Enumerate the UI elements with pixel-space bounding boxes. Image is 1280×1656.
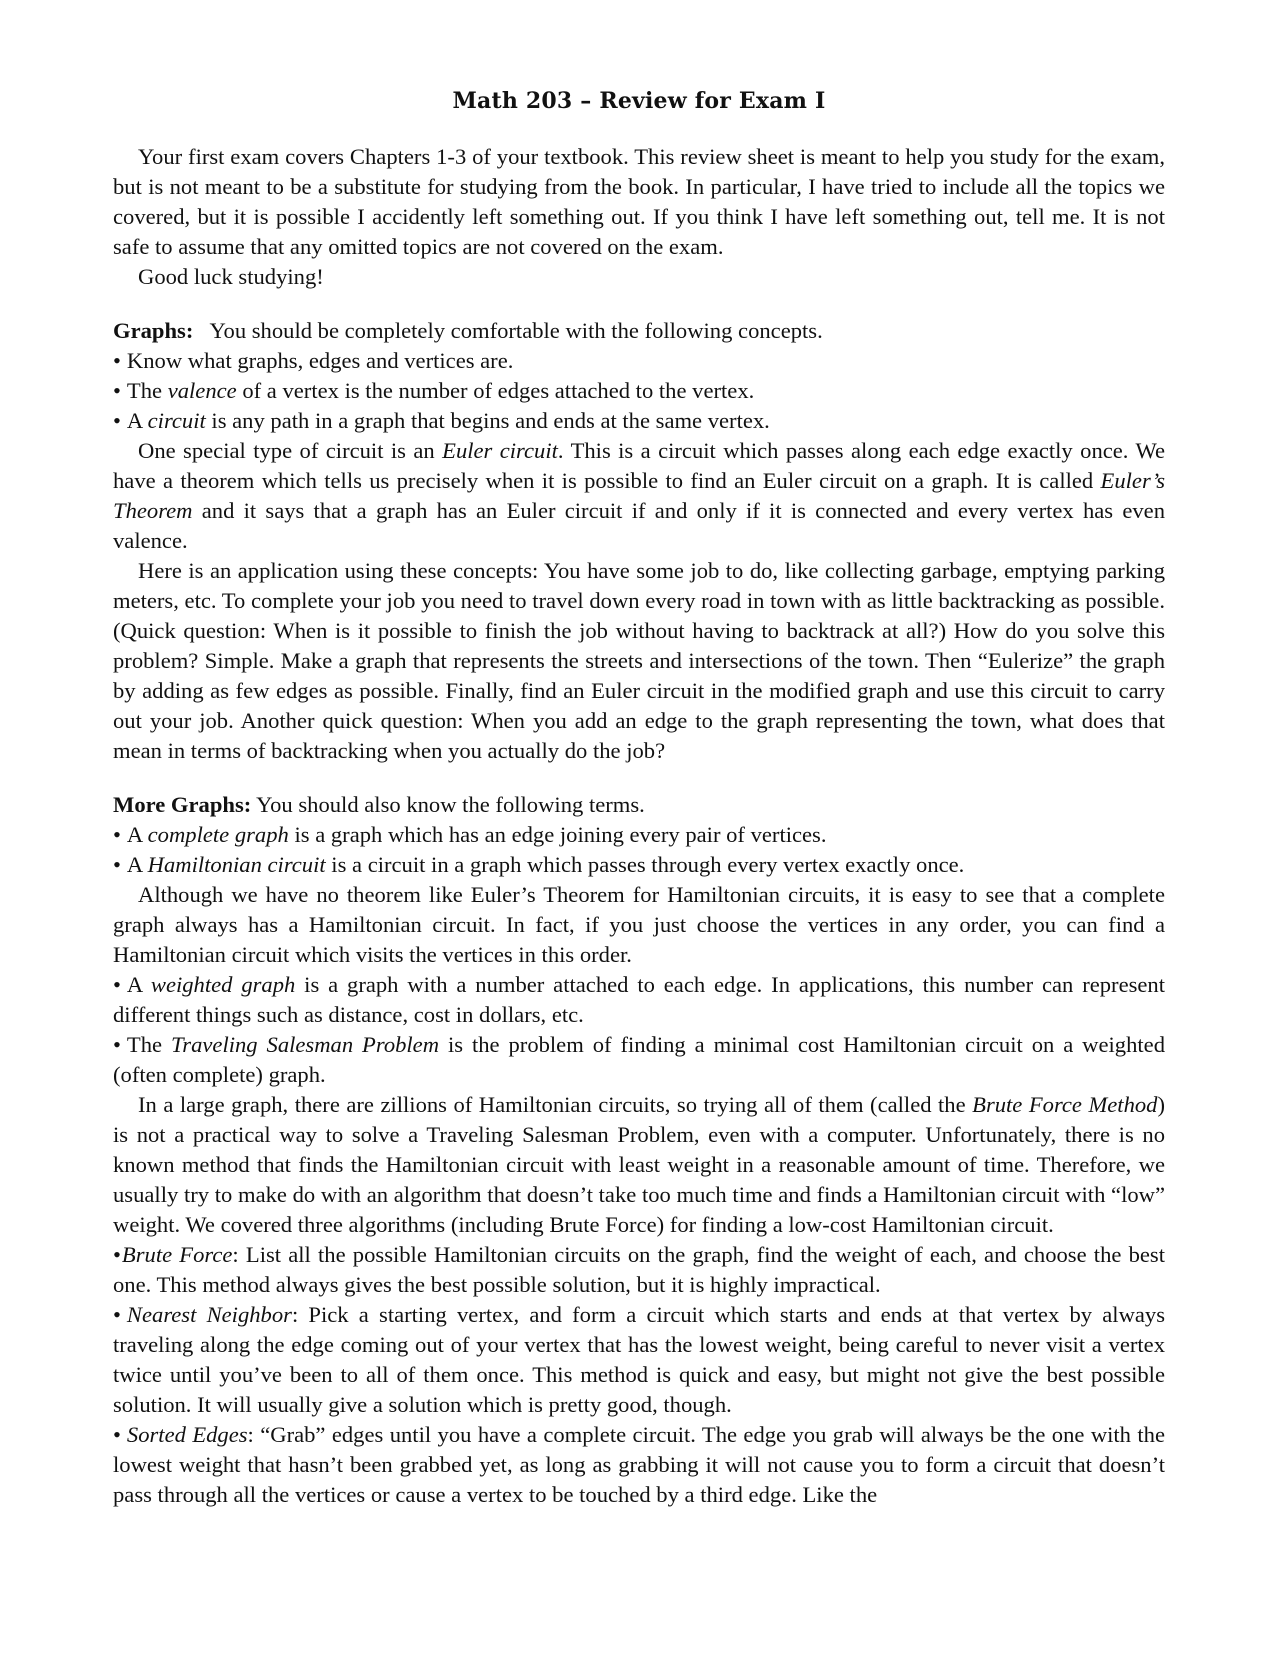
term-nearest-neighbor: Nearest Neighbor xyxy=(126,1302,292,1327)
more-graphs-heading: More Graphs: xyxy=(113,792,252,817)
paragraph-text: ) is not a practical way to solve a Traveling Salesman Problem, even with a computer. Unfortunately, there is no known method that finds the Hamiltonian circuit with least weight in a reasonable amount of time. Therefore, we usually try to make do with an algorithm that doesn’t take too much time and finds a Hamiltonian circuit with “low” weight. We covered three algorithms (including Brute Force) for finding a low-cost Hamiltonian circuit. xyxy=(113,1092,1166,1237)
paragraph-text: In a large graph, there are zillions of Hamiltonian circuits, so trying all of them (called the xyxy=(138,1092,973,1117)
term-valence: valence xyxy=(167,378,237,403)
term-brute-force: Brute Force xyxy=(121,1242,233,1267)
bullet-icon: • xyxy=(113,1242,121,1267)
list-item xyxy=(113,970,1165,1030)
list-item xyxy=(113,1300,1165,1420)
document-page xyxy=(113,88,1165,1510)
euler-paragraph xyxy=(113,436,1165,556)
more-graphs-lead-text: You should also know the following terms. xyxy=(256,792,645,817)
term-euler-circuit: Euler circuit xyxy=(442,438,558,463)
bullet-icon: • xyxy=(113,378,121,403)
list-item xyxy=(113,346,1165,376)
list-item xyxy=(113,850,1165,880)
graphs-heading: Graphs: xyxy=(113,318,194,343)
page-title: Math 203 – Review for Exam I xyxy=(452,88,826,114)
tsp-paragraph xyxy=(113,1090,1165,1240)
list-item-text: The xyxy=(126,1032,171,1057)
bullet-icon: • xyxy=(113,822,121,847)
term-eulers-theorem: Euler’s Theorem xyxy=(113,468,1165,523)
list-item xyxy=(113,1030,1165,1090)
paragraph-text: . This is a circuit which passes along each edge exactly once. We have a theorem which tells us precisely when it is possible to find an Euler circuit on a graph. It is called xyxy=(113,438,1166,493)
term-brute-force-method: Brute Force Method xyxy=(972,1092,1158,1117)
list-item-text: is a graph which has an edge joining every pair of vertices. xyxy=(288,822,827,847)
more-graphs-section-lead xyxy=(113,790,1165,820)
list-item-text: A xyxy=(126,852,148,877)
intro-paragraph: Your first exam covers Chapters 1-3 of your textbook. This review sheet is meant to help you study for the exam, but is not meant to be a substitute for studying from the book. In particular, I have tried to include all the topics we covered, but it is possible I accidently left something out. If you think I have left something out, tell me. It is not safe to assume that any omitted topics are not covered on the exam. xyxy=(113,144,1165,259)
list-item xyxy=(113,1240,1165,1300)
bullet-icon: • xyxy=(113,408,121,433)
term-sorted-edges: Sorted Edges xyxy=(126,1422,248,1447)
list-item xyxy=(113,820,1165,850)
paragraph-text: and it says that a graph has an Euler circuit if and only if it is connected and every vertex has even valence. xyxy=(113,498,1165,553)
bullet-icon: • xyxy=(113,1032,121,1057)
bullet-icon: • xyxy=(113,972,121,997)
term-circuit: circuit xyxy=(147,408,206,433)
term-traveling-salesman-problem: Traveling Salesman Problem xyxy=(170,1032,440,1057)
bullet-icon: • xyxy=(113,1302,121,1327)
list-item-text: : List all the possible Hamiltonian circuits on the graph, find the weight of each, and choose the best one. This method always gives the best possible solution, but it is highly impractical. xyxy=(113,1242,1165,1297)
graphs-section-lead xyxy=(113,316,1165,346)
good-luck-line: Good luck studying! xyxy=(138,264,324,289)
list-item-text: A xyxy=(126,408,148,433)
list-item-text: The xyxy=(126,378,168,403)
list-item xyxy=(113,406,1165,436)
list-item-text: A xyxy=(126,972,151,997)
list-item-text: : Pick a starting vertex, and form a circuit which starts and ends at that vertex by always traveling along the edge coming out of your vertex that has the lowest weight, being careful to never visit a vertex twice until you’ve been to all of them once. This method is quick and easy, but might not give the best possible solution. It will usually give a solution which is pretty good, though. xyxy=(113,1302,1165,1417)
application-paragraph: Here is an application using these concepts: You have some job to do, like collecting garbage, emptying parking meters, etc. To complete your job you need to travel down every road in town with as little backtracking as possible. (Quick question: When is it possible to finish the job without having to backtrack at all?) How do you solve this problem? Simple. Make a graph that represents the streets and intersections of the town. Then “Eulerize” the graph by adding as few edges as possible. Finally, find an Euler circuit in the modified graph and use this circuit to carry out your job. Another quick question: When you add an edge to the graph representing the town, what does that mean in terms of backtracking when you actually do the job? xyxy=(113,558,1165,763)
list-item-text: Know what graphs, edges and vertices are. xyxy=(126,348,514,373)
list-item xyxy=(113,376,1165,406)
bullet-icon: • xyxy=(113,1422,121,1447)
list-item xyxy=(113,1420,1165,1510)
paragraph-text: One special type of circuit is an xyxy=(138,438,443,463)
term-weighted-graph: weighted graph xyxy=(150,972,296,997)
list-item-text: A xyxy=(126,822,148,847)
list-item-text: : “Grab” edges until you have a complete circuit. The edge you grab will always be the one with the lowest weight that hasn’t been grabbed yet, as long as grabbing it will not cause you to form a circuit that doesn’t pass through all the vertices or cause a vertex to be touched by a third edge. Like the xyxy=(113,1422,1165,1507)
list-item-text: is any path in a graph that begins and ends at the same vertex. xyxy=(205,408,770,433)
hamiltonian-paragraph: Although we have no theorem like Euler’s Theorem for Hamiltonian circuits, it is easy to see that a complete graph always has a Hamiltonian circuit. In fact, if you just choose the vertices in any order, you can find a Hamiltonian circuit which visits the vertices in this order. xyxy=(113,882,1165,967)
list-item-text: is the problem of finding a minimal cost Hamiltonian circuit on a weighted (often complete) graph. xyxy=(113,1032,1165,1087)
list-item-text: of a vertex is the number of edges attached to the vertex. xyxy=(236,378,755,403)
term-complete-graph: complete graph xyxy=(147,822,289,847)
list-item-text: is a circuit in a graph which passes through every vertex exactly once. xyxy=(325,852,965,877)
list-item-text: is a graph with a number attached to each edge. In applications, this number can represent different things such as distance, cost in dollars, etc. xyxy=(113,972,1166,1027)
bullet-icon: • xyxy=(113,852,121,877)
term-hamiltonian-circuit: Hamiltonian circuit xyxy=(147,852,326,877)
bullet-icon: • xyxy=(113,348,121,373)
graphs-lead-text: You should be completely comfortable with the following concepts. xyxy=(209,318,823,343)
